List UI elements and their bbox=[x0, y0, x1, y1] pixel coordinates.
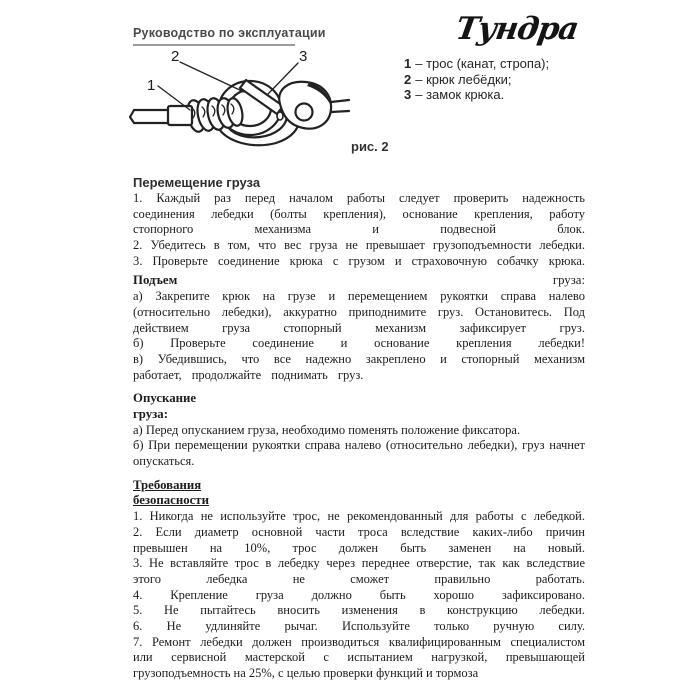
legend-item bbox=[404, 56, 549, 72]
text-line: превышен на 10%, трос должен быть заменен на новый. bbox=[133, 540, 585, 555]
text-line: грузоподъемность на 25%, с целью проверки функций и тормоза bbox=[133, 666, 479, 681]
legend-number: 3 bbox=[404, 87, 412, 102]
legend-text: – трос (канат, стропа); bbox=[415, 56, 550, 71]
legend-number: 2 bbox=[404, 71, 412, 87]
text-line: 5. Не пытайтесь вносить изменения в конструкцию лебедки. bbox=[133, 603, 585, 618]
text-line: действием груза стопорный механизм зафиксирует груз. bbox=[133, 320, 585, 335]
figure-label-2: 2 bbox=[171, 48, 180, 65]
legend-item bbox=[404, 72, 549, 88]
text-line: а) Перед опусканием груза, необходимо поменять положение фиксатора. bbox=[133, 422, 521, 437]
figure-label-1: 1 bbox=[147, 77, 156, 94]
brand-logo bbox=[452, 5, 592, 53]
text-line: опускаться. bbox=[133, 454, 195, 469]
section-lowering-title-line2: груза: bbox=[133, 406, 168, 421]
text-line: 3. Не вставляйте трос в лебедку через переднее отверстие, так как вследствие bbox=[133, 556, 585, 571]
winch-hook-illustration bbox=[128, 46, 384, 148]
text-line: 6. Не удлиняйте рычаг. Используйте только ручную силу. bbox=[133, 618, 585, 633]
document-body bbox=[133, 175, 585, 682]
attachment-stubs bbox=[331, 100, 349, 112]
legend-number: 1 bbox=[404, 56, 412, 71]
section-lifting-title bbox=[133, 273, 585, 289]
section-moving bbox=[133, 175, 585, 269]
section-moving-title: Перемещение груза bbox=[133, 175, 261, 190]
text-line: 1. Каждый раз перед началом работы следует проверить надежность bbox=[133, 191, 585, 205]
text-line: этого лебедка не сможет правильно работать. bbox=[133, 571, 585, 586]
section-lowering bbox=[133, 391, 585, 469]
section-safety-title-line1: Требования bbox=[133, 477, 202, 492]
text-line: б) При перемещении рукоятки справа налево (относительно лебедки), груз начнет bbox=[133, 438, 585, 453]
text-line: соединения лебедки (болты крепления), основание крепления, работу bbox=[133, 206, 585, 221]
pin-hole bbox=[296, 104, 313, 121]
text-line: 1. Никогда не используйте трос, не рекомендованный для работы с лебедкой. bbox=[133, 509, 585, 524]
text-line: б) Проверьте соединение и основание крепления лебедки! bbox=[133, 336, 585, 351]
text-line: или сервисной мастерской с испытанием нагрузкой, превышающей bbox=[133, 650, 585, 665]
text-line: 7. Ремонт лебедки должен производиться квалифицированным специалистом bbox=[133, 634, 585, 649]
cable bbox=[130, 110, 168, 123]
text-line: 3. Проверьте соединение крюка с грузом и страховочную собачку крюка. bbox=[133, 253, 585, 268]
text-line: 2. Убедитесь в том, что вес груза не превышает грузоподъемности лебедки. bbox=[133, 238, 585, 253]
section-lowering-title-line1: Опускание bbox=[133, 391, 197, 406]
section-lifting-title-word2: груза: bbox=[552, 273, 585, 288]
text-line: в) Убедившись, что все надежно закреплено и стопорный механизм bbox=[133, 351, 585, 366]
legend-text: – крюк лебёдки; bbox=[415, 71, 512, 87]
brand-logo-text: Тундра bbox=[453, 11, 581, 47]
legend-item bbox=[404, 87, 549, 103]
section-safety bbox=[133, 478, 585, 682]
legend-text: – замок крюка. bbox=[415, 87, 505, 102]
text-line: работает, продолжайте поднимать груз. bbox=[133, 367, 364, 382]
text-line: а) Закрепите крюк на грузе и перемещением рукоятки справа налево bbox=[133, 289, 585, 304]
text-line: (относительно лебедки), аккуратно приподнимите груз. Остановитесь. Под bbox=[133, 304, 585, 319]
section-lifting-title-word: Подъем bbox=[133, 273, 178, 288]
text-line: стопорного механизма и подвесной блок. bbox=[133, 222, 585, 237]
figure-label-3: 3 bbox=[299, 48, 308, 65]
page-title: Руководство по эксплуатации bbox=[133, 26, 326, 40]
figure-legend bbox=[404, 56, 549, 103]
section-safety-title-line2: безопасности bbox=[133, 493, 209, 508]
text-line: 2. Если диаметр основной части троса вследствие каких-либо причин bbox=[133, 524, 585, 539]
section-lifting bbox=[133, 273, 585, 383]
text-line: 4. Крепление груза должно быть хорошо зафиксировано. bbox=[133, 587, 585, 602]
figure-caption: рис. 2 bbox=[351, 139, 389, 154]
rivet-detail bbox=[277, 112, 283, 120]
